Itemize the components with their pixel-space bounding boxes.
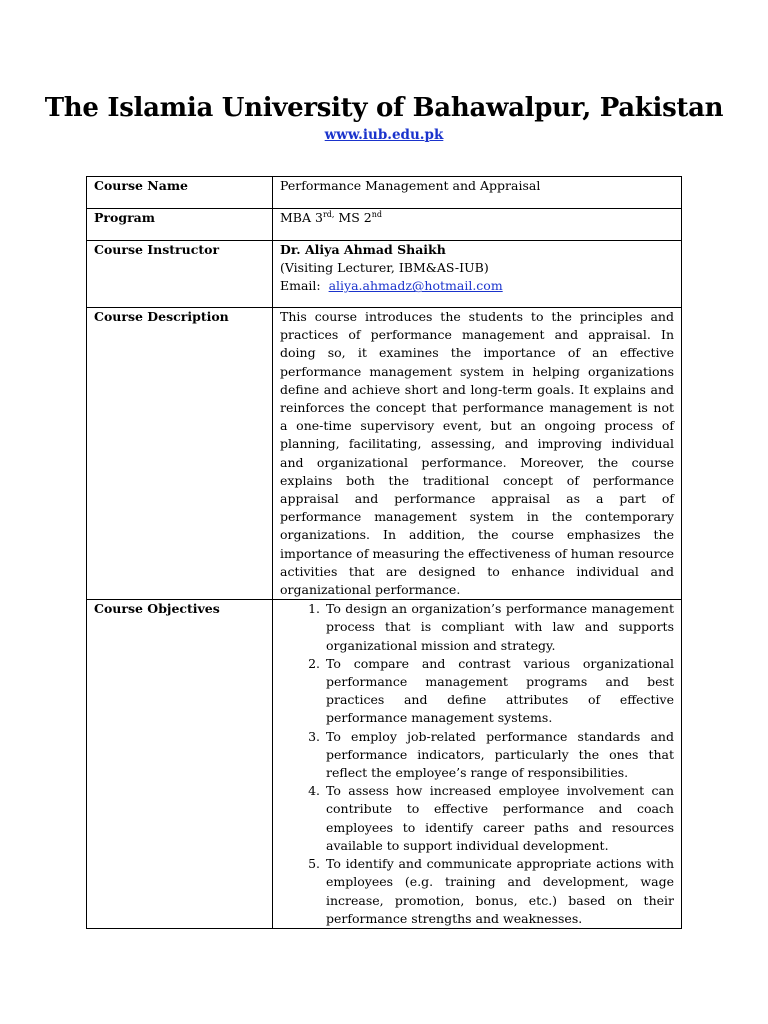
objectives-row — [87, 600, 682, 929]
instructor-email-line — [280, 277, 674, 295]
instructor-name: Dr. Aliya Ahmad Shaikh — [280, 242, 446, 257]
objectives-list — [280, 600, 674, 928]
program-mba-sup: rd, — [322, 209, 335, 219]
instructor-row — [87, 241, 682, 308]
objective-item: 1. To design an organization’s performance management process that is compliant with law and supports organizational mission and strategy. — [324, 600, 674, 655]
objective-item: 2. To compare and contrast various organizational performance management programs and best practices and define attributes of effective performance management systems. — [324, 655, 674, 728]
description-row — [87, 308, 682, 600]
course-name-value: Performance Management and Appraisal — [273, 177, 682, 209]
objective-item: 3. To employ job-related performance standards and performance indicators, particularly the ones that reflect the employee’s range of responsibilities. — [324, 728, 674, 783]
website-link[interactable]: www.iub.edu.pk — [324, 127, 444, 143]
program-mba: MBA 3 — [280, 210, 323, 225]
objective-item: 4. To assess how increased employee involvement can contribute to effective performance and coach employees to identify career paths and resources available to support individual development. — [324, 782, 674, 855]
program-ms: MS 2 — [334, 210, 372, 225]
program-label: Program — [87, 209, 273, 241]
objectives-value — [273, 600, 682, 929]
objectives-label: Course Objectives — [87, 600, 273, 929]
description-text: This course introduces the students to the principles and practices of performance management and appraisal. In doing so, it examines the importance of an effective performance management system in helping organizations define and achieve short and long-term goals. It explains and reinforces the concept that performance management is not a one-time supervisory event, but an ongoing process of planning, facilitating, assessing, and improving individual and organizational performance. Moreover, the course explains both the traditional concept of performance appraisal and performance appraisal as a part of performance management system in the contemporary organizations. In addition, the course emphasizes the importance of measuring the effectiveness of human resource activities that are designed to enhance individual and organizational performance. — [280, 309, 674, 598]
course-info-table — [86, 176, 682, 929]
course-name-label: Course Name — [87, 177, 273, 209]
website-link-container — [0, 127, 768, 143]
email-label: Email: — [280, 278, 321, 294]
page-title: The Islamia University of Bahawalpur, Pakistan — [44, 93, 724, 123]
program-ms-sup: nd — [371, 209, 382, 219]
instructor-position: (Visiting Lecturer, IBM&AS-IUB) — [280, 260, 489, 276]
instructor-email-link[interactable]: aliya.ahmadz@hotmail.com — [328, 278, 503, 294]
program-row — [87, 209, 682, 241]
description-label: Course Description — [87, 308, 273, 600]
instructor-label: Course Instructor — [87, 241, 273, 308]
instructor-value — [273, 241, 682, 308]
description-value — [273, 308, 682, 600]
course-name-row — [87, 177, 682, 209]
objective-item: 5. To identify and communicate appropriate actions with employees (e.g. training and development, wage increase, promotion, bonus, etc.) based on their performance strengths and weaknesses. — [324, 855, 674, 928]
program-value — [273, 209, 682, 241]
